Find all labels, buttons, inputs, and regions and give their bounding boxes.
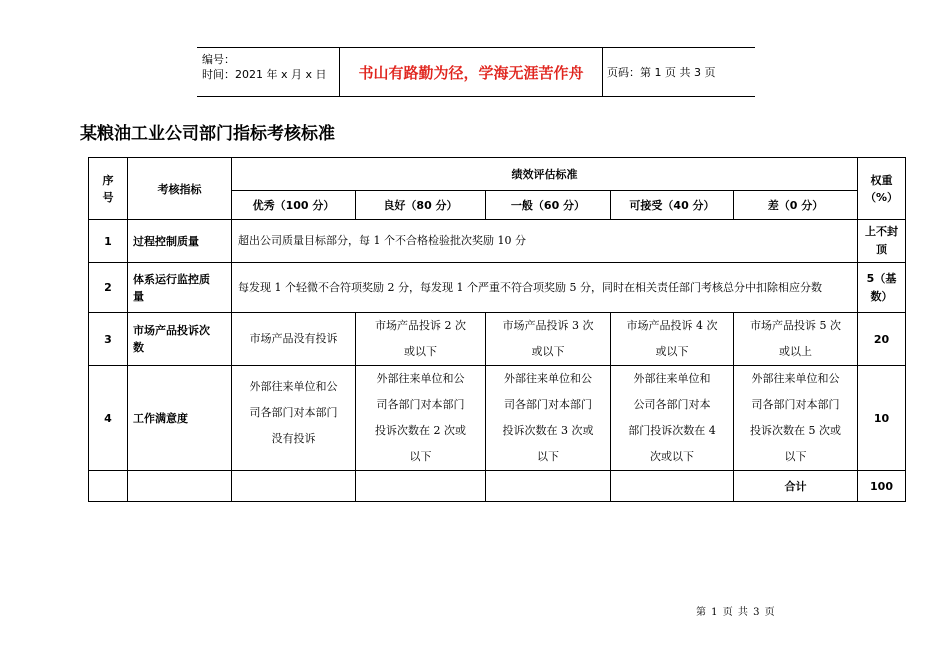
empty-cell	[232, 471, 356, 502]
row-cell: 外部往来单位和公 司各部门对本部门 投诉次数在 5 次或 以下	[734, 366, 858, 471]
header-seq: 序 号	[89, 158, 128, 220]
row-cell: 市场产品投诉 3 次 或以下	[486, 313, 611, 366]
row-standard: 每发现 1 个轻微不合符项奖励 2 分，每发现 1 个严重不符合项奖励 5 分，同时在相关责任部门考核总分中扣除相应分数	[232, 263, 858, 313]
motto: 书山有路勤为径，学海无涯苦作舟	[339, 48, 603, 96]
header-row	[89, 158, 906, 191]
empty-cell	[486, 471, 611, 502]
time-label: 时间：2021 年 x 月 x 日	[202, 68, 327, 81]
table-row	[89, 313, 906, 366]
table-row	[89, 263, 906, 313]
header-meta	[197, 48, 339, 96]
row-cell: 外部往来单位和公 司各部门对本部门 没有投诉	[232, 366, 356, 471]
row-indicator: 过程控制质量	[128, 220, 232, 263]
row-cell: 市场产品没有投诉	[232, 313, 356, 366]
row-weight: 10	[858, 366, 906, 471]
row-seq: 2	[89, 263, 128, 313]
grade-acceptable: 可接受（40 分）	[611, 191, 734, 220]
total-row	[89, 471, 906, 502]
grade-average: 一般（60 分）	[486, 191, 611, 220]
empty-cell	[128, 471, 232, 502]
row-cell: 市场产品投诉 4 次 或以下	[611, 313, 734, 366]
row-cell: 市场产品投诉 5 次 或以上	[734, 313, 858, 366]
grade-excellent: 优秀（100 分）	[232, 191, 356, 220]
assessment-table	[88, 157, 906, 502]
row-weight: 上不封 顶	[858, 220, 906, 263]
row-standard: 超出公司质量目标部分，每 1 个不合格检验批次奖励 10 分	[232, 220, 858, 263]
row-weight: 20	[858, 313, 906, 366]
row-cell: 外部往来单位和公 司各部门对本部门 投诉次数在 2 次或 以下	[356, 366, 486, 471]
row-indicator: 体系运行监控质 量	[128, 263, 232, 313]
row-indicator: 工作满意度	[128, 366, 232, 471]
table-row	[89, 220, 906, 263]
document-title: 某粮油工业公司部门指标考核标准	[80, 124, 335, 144]
document-header	[197, 47, 755, 97]
row-weight: 5（基 数）	[858, 263, 906, 313]
number-label: 编号：	[202, 53, 235, 66]
page-footer: 第 1 页 共 3 页	[696, 607, 776, 618]
row-seq: 3	[89, 313, 128, 366]
table-row	[89, 366, 906, 471]
row-cell: 市场产品投诉 2 次 或以下	[356, 313, 486, 366]
empty-cell	[611, 471, 734, 502]
header-indicator: 考核指标	[128, 158, 232, 220]
row-indicator: 市场产品投诉次 数	[128, 313, 232, 366]
page-label: 页码：第 1 页 共 3 页	[607, 66, 716, 79]
row-cell: 外部往来单位和公 司各部门对本部门 投诉次数在 3 次或 以下	[486, 366, 611, 471]
total-value: 100	[858, 471, 906, 502]
row-seq: 1	[89, 220, 128, 263]
header-standard: 绩效评估标准	[232, 158, 858, 191]
row-seq: 4	[89, 366, 128, 471]
grade-good: 良好（80 分）	[356, 191, 486, 220]
total-label: 合计	[734, 471, 858, 502]
empty-cell	[89, 471, 128, 502]
empty-cell	[356, 471, 486, 502]
header-weight: 权重 （%）	[858, 158, 906, 220]
row-cell: 外部往来单位和 公司各部门对本 部门投诉次数在 4 次或以下	[611, 366, 734, 471]
grade-poor: 差（0 分）	[734, 191, 858, 220]
